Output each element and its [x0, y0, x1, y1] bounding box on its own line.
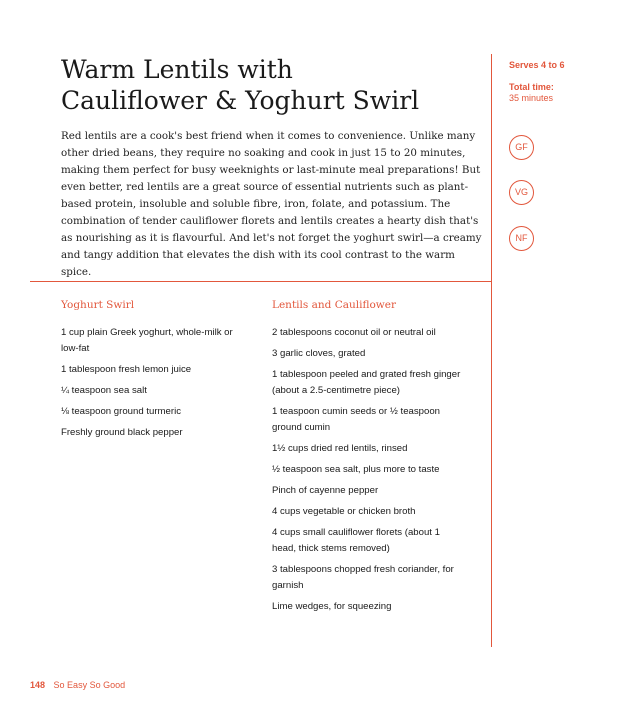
yoghurt-swirl-heading: Yoghurt Swirl — [61, 299, 135, 311]
ingredient-item: 1½ cups dried red lentils, rinsed — [272, 443, 408, 454]
gluten-free-badge: GF — [509, 135, 534, 160]
ingredient-item: 1 teaspoon cumin seeds or ½ teaspoon ground cumin — [272, 406, 441, 433]
ingredient-item: Pinch of cayenne pepper — [272, 485, 379, 496]
yoghurt-ingredients — [61, 325, 246, 446]
page-footer — [30, 680, 125, 690]
ingredient-item: 1 tablespoon fresh lemon juice — [61, 364, 192, 375]
ingredient-item: 1 tablespoon peeled and grated fresh ginger (about a 2.5-centimetre piece) — [272, 369, 461, 396]
ingredient-item: 3 tablespoons chopped fresh coriander, for garnish — [272, 564, 454, 591]
recipe-meta — [509, 60, 619, 103]
ingredient-item: Lime wedges, for squeezing — [272, 601, 392, 612]
recipe-title-line-1: Warm Lentils with — [61, 55, 293, 84]
ingredient-item: ½ teaspoon sea salt, plus more to taste — [272, 464, 440, 475]
lentils-ingredients — [272, 325, 462, 620]
serves-label: Serves 4 to 6 — [509, 60, 565, 70]
ingredient-item: 2 tablespoons coconut oil or neutral oil — [272, 327, 436, 338]
ingredient-item: 3 garlic cloves, grated — [272, 348, 366, 359]
ingredient-item: 1 cup plain Greek yoghurt, whole-milk or low-fat — [61, 327, 233, 354]
vegetarian-badge: VG — [509, 180, 534, 205]
recipe-title-line-2: Cauliflower & Yoghurt Swirl — [61, 86, 420, 115]
ingredient-item: ⅛ teaspoon ground turmeric — [61, 406, 181, 417]
page-number: 148 — [30, 680, 46, 690]
lentils-cauliflower-heading: Lentils and Cauliflower — [272, 299, 397, 311]
total-time-value: 35 minutes — [509, 93, 554, 103]
sidebar-divider — [491, 54, 492, 647]
section-divider — [30, 281, 491, 282]
ingredient-item: ¼ teaspoon sea salt — [61, 385, 147, 396]
recipe-title — [61, 54, 481, 116]
nut-free-badge: NF — [509, 226, 534, 251]
ingredient-item: 4 cups small cauliflower florets (about 1 head, thick stems removed) — [272, 527, 440, 554]
ingredient-item: 4 cups vegetable or chicken broth — [272, 506, 416, 517]
total-time-label: Total time: — [509, 82, 554, 92]
ingredient-item: Freshly ground black pepper — [61, 427, 183, 438]
recipe-intro: Red lentils are a cook's best friend when it comes to convenience. Unlike many other dried beans, they require no soaking and cook in just 15 to 20 minutes, making them perfect for busy weeknights or last-minute meal preparations! But even better, red lentils are a great source of essential nutrients such as plant-based protein, insoluble and soluble fibre, iron, folate, and potassium. The combination of tender cauliflower florets and lentils creates a hearty dish that's as nourishing as it is flavourful. And let's not forget the yoghurt swirl—a creamy and tangy addition that elevates the dish with its cool contrast to the warm spice. — [61, 130, 482, 278]
book-title: So Easy So Good — [53, 680, 126, 690]
